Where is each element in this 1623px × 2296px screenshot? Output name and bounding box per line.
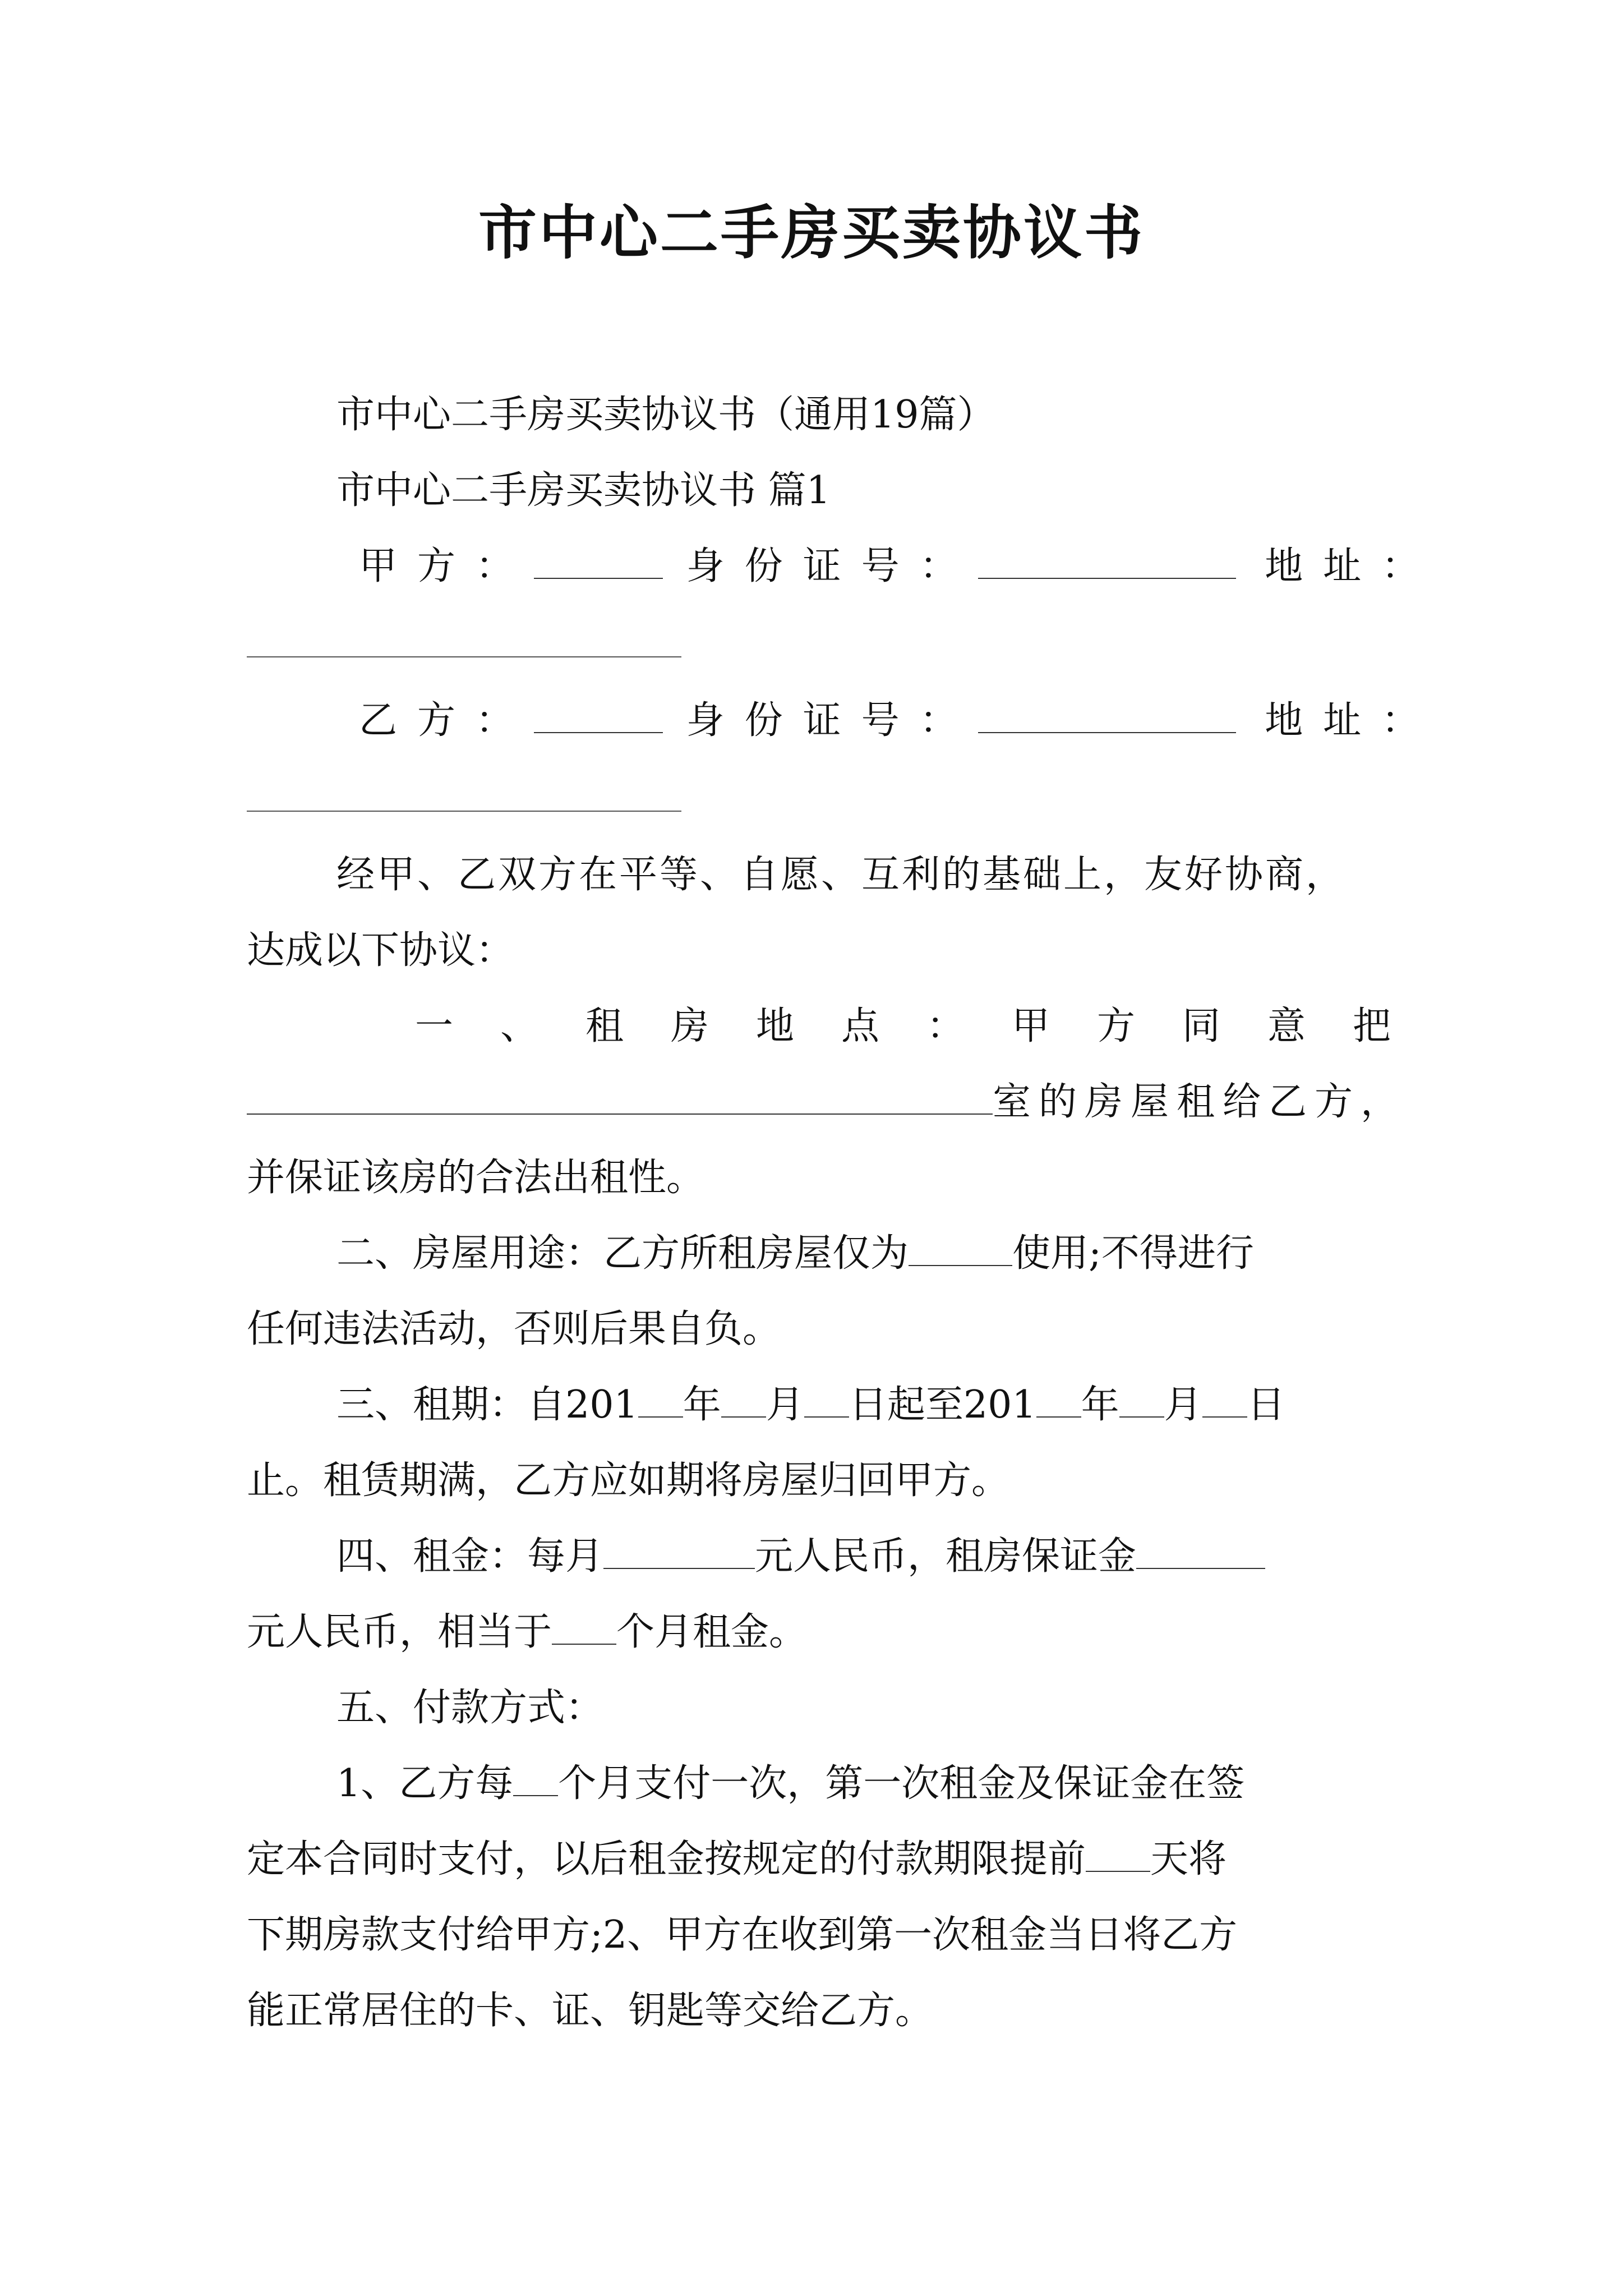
para1-line1: 经甲、乙双方在平等、自愿、互利的基础上，友好协商， — [336, 853, 1347, 897]
clause3-line1 — [336, 1377, 1380, 1433]
party-a-address-label: 地址： — [1265, 544, 1440, 588]
clause3-blank-6 — [1202, 1377, 1247, 1418]
party-b-blank — [534, 693, 663, 733]
clause4-line2-text-b: 个月租金。 — [616, 1610, 808, 1654]
clause1-line2-text: 室的房屋租给乙方， — [993, 1080, 1407, 1124]
clause3-blank-1 — [638, 1377, 683, 1418]
clause5-line1 — [336, 1756, 1380, 1812]
clause5-text-b: 个月支付一次，第一次租金及保证金在签 — [558, 1761, 1245, 1806]
clause3-text-f: 月 — [1164, 1383, 1202, 1427]
clause3-text-e: 年 — [1081, 1383, 1119, 1427]
clause5-line2-text-b: 天将 — [1150, 1837, 1227, 1881]
party-a-id-label: 身份证号： — [686, 544, 978, 588]
clause4-line2 — [247, 1604, 1380, 1660]
clause4-text-a: 四、租金：每月 — [336, 1534, 604, 1579]
clause3-blank-3 — [804, 1377, 849, 1418]
clause4-rent-blank — [603, 1529, 755, 1569]
clause4-text-b: 元人民币，租房保证金 — [755, 1534, 1137, 1579]
clause3-text-g: 日 — [1247, 1383, 1285, 1427]
party-b-label: 乙方： — [359, 698, 534, 743]
clause2-line2: 任何违法活动，否则后果自负。 — [247, 1307, 781, 1351]
clause3-text-a: 三、租期：自201 — [336, 1383, 638, 1427]
clause1-line2 — [247, 1074, 1407, 1130]
clause5-days-blank — [1086, 1832, 1150, 1872]
clause4-months-blank — [552, 1604, 616, 1645]
clause3-text-d: 日起至201 — [849, 1383, 1036, 1427]
party-b-address-label: 地址： — [1265, 698, 1440, 743]
para1-line2: 达成以下协议： — [247, 928, 514, 973]
document-subtitle: 市中心二手房买卖协议书（通用19篇） — [336, 393, 995, 437]
clause3-line2: 止。租赁期满，乙方应如期将房屋归回甲方。 — [247, 1458, 1010, 1503]
clause2-line1 — [336, 1226, 1380, 1282]
document-title: 市中心二手房买卖协议书 — [478, 198, 1145, 267]
clause5-line3: 下期房款支付给甲方;2、甲方在收到第一次租金当日将乙方 — [247, 1913, 1238, 1957]
party-a-address-line — [247, 656, 681, 657]
clause4-line2-text-a: 元人民币，相当于 — [247, 1610, 552, 1654]
party-a-label: 甲方： — [359, 544, 534, 588]
clause2-text-b: 使用;不得进行 — [1012, 1231, 1254, 1276]
clause2-blank — [909, 1226, 1012, 1266]
clause4-deposit-blank — [1136, 1529, 1265, 1569]
clause3-blank-4 — [1036, 1377, 1081, 1418]
party-b-id-blank — [978, 693, 1236, 733]
clause5-line2 — [247, 1832, 1380, 1888]
clause3-blank-2 — [721, 1377, 766, 1418]
clause1-line3: 并保证该房的合法出租性。 — [247, 1156, 705, 1200]
clause3-text-b: 年 — [683, 1383, 721, 1427]
clause5-line2-text-a: 定本合同时支付，以后租金按规定的付款期限提前 — [247, 1837, 1086, 1881]
clause5-interval-blank — [513, 1756, 558, 1796]
clause3-text-c: 月 — [766, 1383, 804, 1427]
clause1-address-blank — [247, 1074, 993, 1115]
clause4-line1 — [336, 1529, 1380, 1585]
clause1-line1: 一、租房地点：甲方同意把 — [415, 1004, 1438, 1048]
section-heading: 市中心二手房买卖协议书 篇1 — [336, 468, 831, 513]
party-b-address-line — [247, 811, 681, 812]
party-a-blank — [534, 539, 663, 579]
clause5-line4: 能正常居住的卡、证、钥匙等交给乙方。 — [247, 1989, 934, 2033]
clause3-blank-5 — [1119, 1377, 1164, 1418]
clause5-text-a: 1、乙方每 — [336, 1761, 514, 1806]
clause2-text-a: 二、房屋用途：乙方所租房屋仅为 — [336, 1231, 909, 1276]
party-a-id-blank — [978, 539, 1236, 579]
party-b-row — [359, 693, 1440, 749]
party-b-id-label: 身份证号： — [686, 698, 978, 743]
party-a-row — [359, 539, 1440, 595]
clause5-heading: 五、付款方式： — [336, 1686, 604, 1730]
